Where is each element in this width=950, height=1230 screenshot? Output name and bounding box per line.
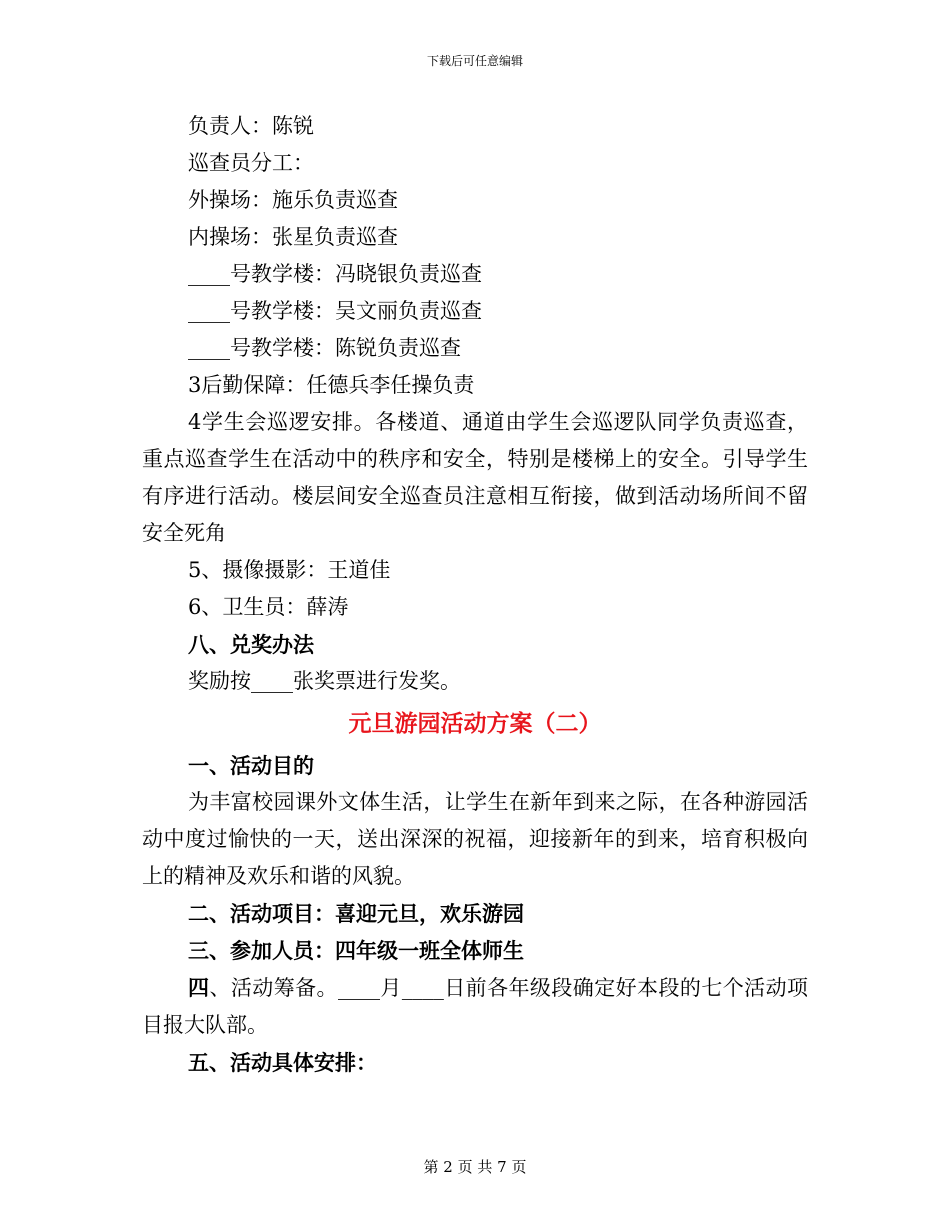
heading-project: 二、活动项目：喜迎元旦，欢乐游园 — [188, 901, 524, 926]
line-health: 6、卫生员：薛涛 — [188, 595, 349, 619]
line-inner-playground: 内操场：张星负责巡查 — [188, 225, 398, 249]
line-award: 奖励按____张奖票进行发奖。 — [188, 669, 461, 693]
line-inspector-division: 巡查员分工： — [188, 151, 314, 175]
line-responsible: 负责人：陈锐 — [188, 114, 314, 138]
heading-purpose: 一、活动目的 — [188, 753, 314, 778]
paragraph-patrol: 4学生会巡逻安排。各楼道、通道由学生会巡逻队同学负责巡查，重点巡查学生在活动中的秩序和安全，特别是楼梯上的安全。引导学生有序进行活动。楼层间安全巡查员注意相互衔接，做到活动场所间不留安全死角 — [142, 410, 808, 545]
heading-arrangement: 五、活动具体安排： — [188, 1050, 377, 1075]
line-logistics: 3后勤保障：任德兵李任操负责 — [188, 373, 475, 397]
page-header: 下载后可任意编辑 — [426, 54, 523, 68]
line-outer-playground: 外操场：施乐负责巡查 — [188, 188, 398, 212]
line-building-1: ____号教学楼：冯晓银负责巡查 — [188, 262, 482, 286]
heading-award: 八、兑奖办法 — [188, 632, 314, 657]
heading-preparation-number: 四 — [188, 975, 210, 1000]
heading-participants: 三、参加人员：四年级一班全体师生 — [188, 938, 524, 963]
page-footer: 第 2 页 共 7 页 — [423, 1158, 527, 1176]
paragraph-purpose: 为丰富校园课外文体生活，让学生在新年到来之际，在各种游园活动中度过愉快的一天，送出深深的祝福，迎接新年的到来，培育积极向上的精神及欢乐和谐的风貌。 — [142, 790, 808, 888]
line-building-3: ____号教学楼：陈锐负责巡查 — [188, 336, 461, 360]
paragraph-preparation — [142, 969, 808, 1044]
section-title: 元旦游园活动方案（二） — [348, 710, 602, 737]
line-photography: 5、摄像摄影：王道佳 — [188, 558, 391, 582]
line-building-2: ____号教学楼：吴文丽负责巡查 — [188, 299, 482, 323]
document-body — [142, 108, 808, 1081]
preparation-text: 、活动筹备。____月____日前各年级段确定好本段的七个活动项目报大队部。 — [142, 976, 809, 1037]
